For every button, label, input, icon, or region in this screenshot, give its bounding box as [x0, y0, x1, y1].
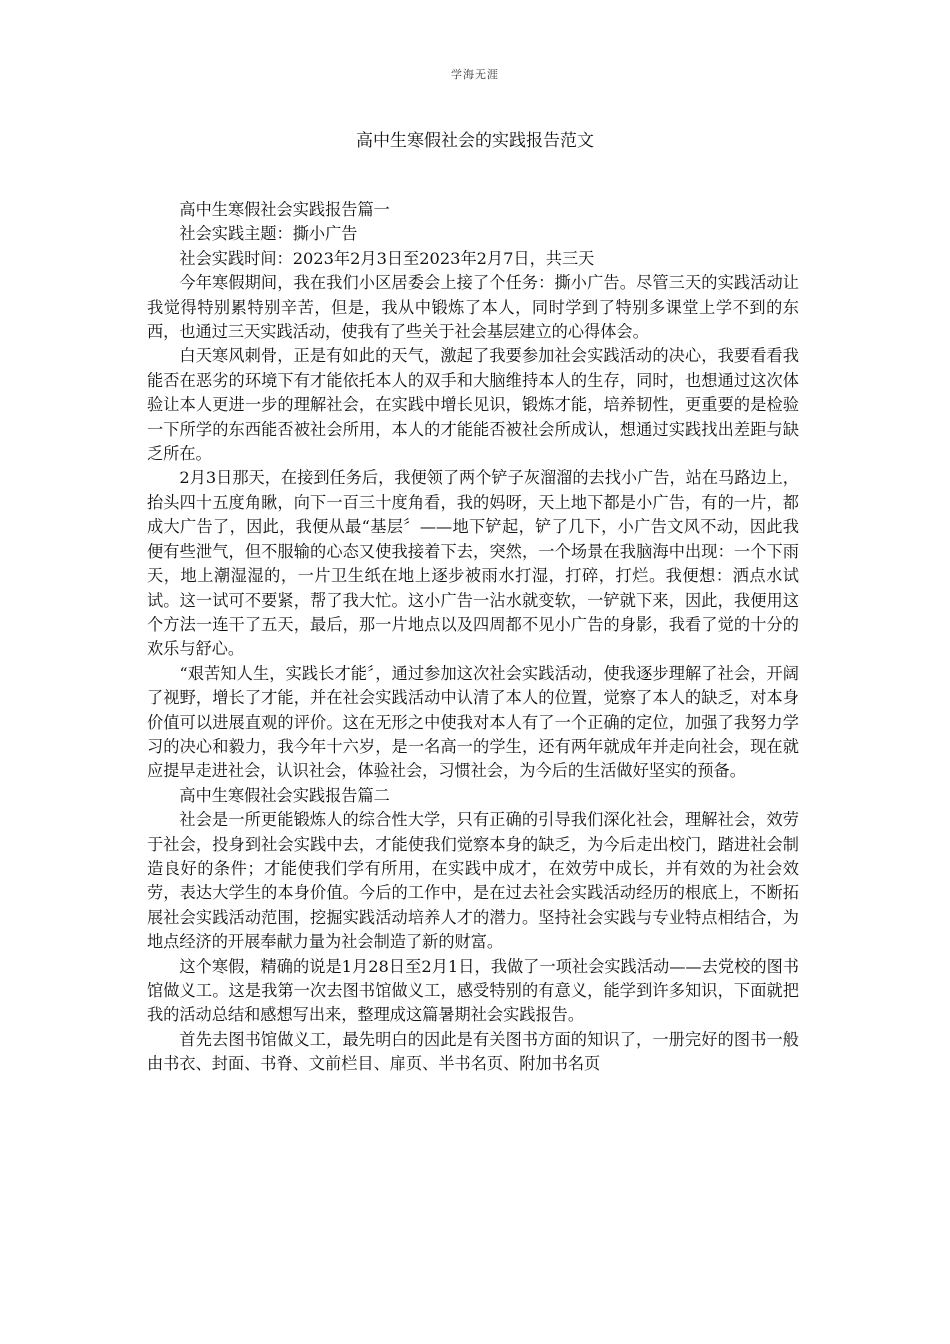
section-heading-1: 高中生寒假社会实践报告篇一: [179, 200, 390, 219]
paragraph: 白天寒风刺骨，正是有如此的天气，激起了我要参加社会实践活动的决心，我要看看我能否在恶劣的环境下有才能依托本人的双手和大脑维持本人的生存，同时，也想通过这次体验让本人更进一步的理解社会，在实践中增长见识，锻炼才能，培养韧性，更重要的是检验一下所学的东西能否被社会所用，本人的才能能否被社会所成认，想通过实践找出差距与缺乏所在。: [147, 346, 799, 464]
document-title: 高中生寒假社会的实践报告范文: [356, 131, 594, 151]
paragraph: 首先去图书馆做义工，最先明白的因此是有关图书方面的知识了，一册完好的图书一般由书衣、封面、书脊、文前栏目、扉页、半书名页、附加书名页: [147, 1029, 799, 1074]
document-body: [147, 198, 799, 1077]
paragraph: 这个寒假，精确的说是1月28日至2月1日，我做了一项社会实践活动——去党校的图书馆做义工。这是我第一次去图书馆做义工，感受特别的有意义，能学到许多知识，下面就把我的活动总结和感想写出来，整理成这篇暑期社会实践报告。: [147, 956, 799, 1025]
section-heading-2: 高中生寒假社会实践报告篇二: [179, 785, 390, 805]
paragraph: 今年寒假期间，我在我们小区居委会上接了个任务：撕小广告。尽管三天的实践活动让我觉得特别累特别辛苦，但是，我从中锻炼了本人，同时学到了特别多课堂上学不到的东西，也通过三天实践活动，使我有了些关于社会基层建立的心得体会。: [147, 273, 799, 342]
paragraph: 社会是一所更能锻炼人的综合性大学，只有正确的引导我们深化社会，理解社会，效劳于社会，投身到社会实践中去，才能使我们觉察本身的缺乏，为今后走出校门，踏进社会制造良好的条件；才能使我们学有所用，在实践中成才，在效劳中成长，并有效的为社会效劳，表达大学生的本身价值。今后的工作中，是在过去社会实践活动经历的根底上，不断拓展社会实践活动范围，挖掘实践活动培养人才的潜力。坚持社会实践与专业特点相结合，为地点经济的开展奉献力量为社会制造了新的财富。: [147, 810, 799, 952]
practice-time: 社会实践时间：2023年2月3日至2023年2月7日，共三天: [179, 248, 595, 268]
practice-theme: 社会实践主题：撕小广告: [179, 224, 358, 244]
paragraph: 2月3日那天，在接到任务后，我便领了两个铲子灰溜溜的去找小广告，站在马路边上，抬头四十五度角瞅，向下一百三十度角看，我的妈呀，天上地下都是小广告，有的一片，都成大广告了，因此，我便从最“基层〞——地下铲起，铲了几下，小广告文风不动，因此我便有些泄气，但不服输的心态又使我接着下去，突然，一个场景在我脑海中出现：一个下雨天，地上潮湿湿的，一片卫生纸在地上逐步被雨水打湿，打碎，打烂。我便想：洒点水试试。这一试可不要紧，帮了我大忙。这小广告一沾水就变软，一铲就下来，因此，我便用这个方法一连干了五天，最后，那一片地点以及四周都不见小广告的身影，我看了觉的十分的欢乐与舒心。: [147, 468, 799, 659]
paragraph: “艰苦知人生，实践长才能〞，通过参加这次社会实践活动，使我逐步理解了社会，开阔了视野，增长了才能，并在社会实践活动中认清了本人的位置，觉察了本人的缺乏，对本身价值可以进展直观的评价。这在无形之中使我对本人有了一个正确的定位，加强了我努力学习的决心和毅力，我今年十六岁，是一名高一的学生，还有两年就成年并走向社会，现在就应提早走进社会，认识社会，体验社会，习惯社会，为今后的生活做好坚实的预备。: [147, 663, 799, 781]
page-header: 学海无涯: [451, 68, 499, 81]
